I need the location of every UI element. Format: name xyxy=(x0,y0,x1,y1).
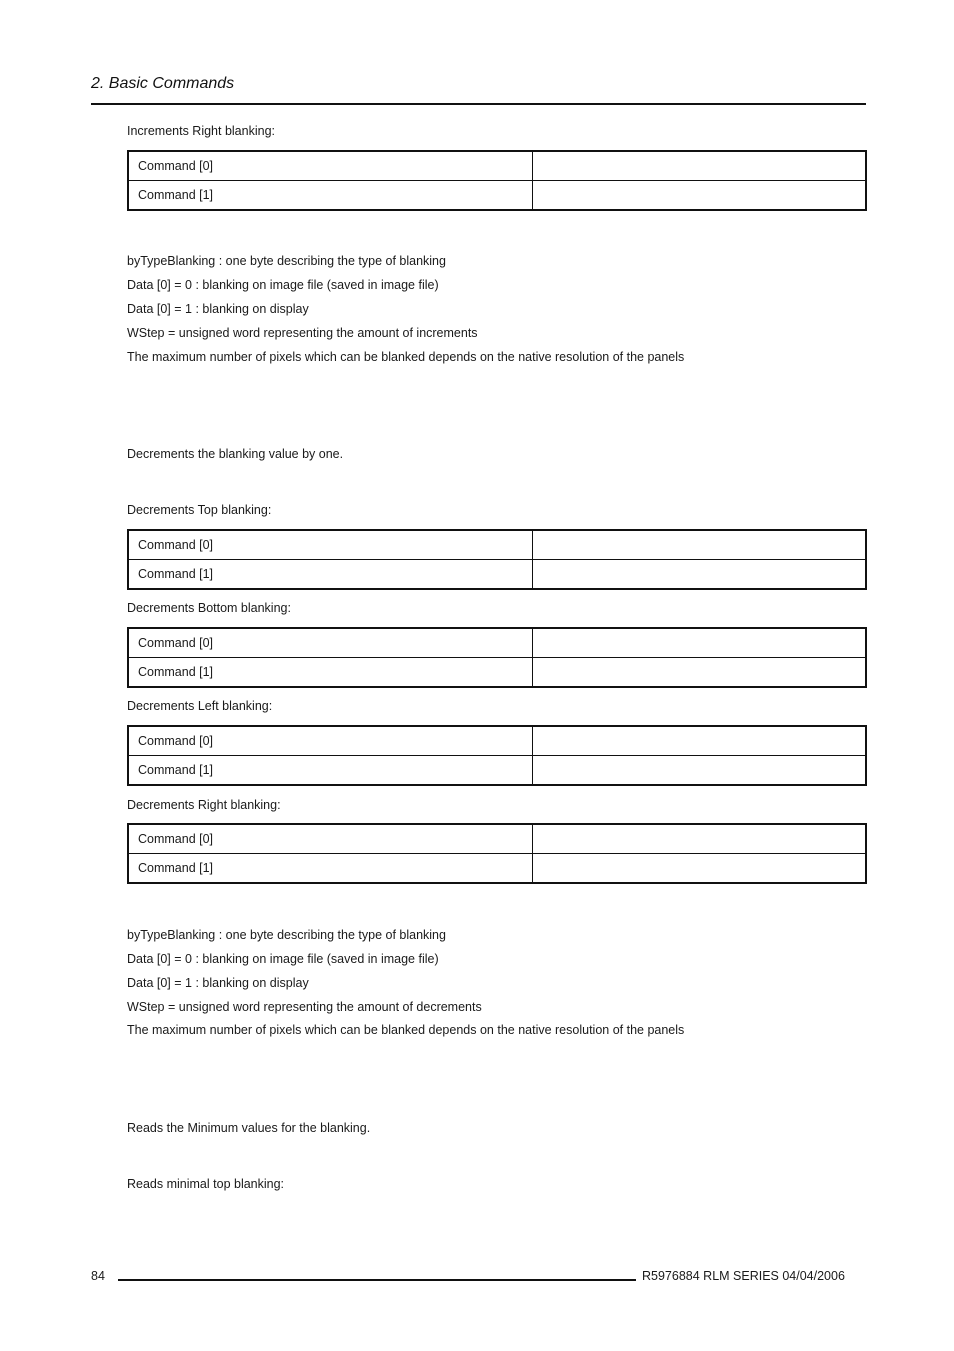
table-cell: Command [1] xyxy=(128,854,533,884)
note-line: byTypeBlanking : one byte describing the type of blanking xyxy=(127,928,446,942)
table-cell-empty xyxy=(533,824,867,854)
page-number: 84 xyxy=(91,1269,105,1283)
table-cell: Command [0] xyxy=(128,530,533,560)
table-row xyxy=(128,151,866,181)
table-cell-empty xyxy=(533,756,867,786)
read-min-intro: Reads the Minimum values for the blanking. xyxy=(127,1121,371,1135)
inc-right-table xyxy=(127,150,867,211)
table-row xyxy=(128,824,866,854)
dec-bottom-label: Decrements Bottom blanking: xyxy=(127,601,291,615)
table-cell: Command [1] xyxy=(128,658,533,688)
inc-right-label: Increments Right blanking: xyxy=(127,124,275,138)
dec-top-label: Decrements Top blanking: xyxy=(127,503,272,517)
section-heading: 2. Basic Commands xyxy=(91,75,235,92)
table-cell: Command [0] xyxy=(128,726,533,756)
note-line: The maximum number of pixels which can be blanked depends on the native resolution of the panels xyxy=(127,350,685,364)
table-cell-empty xyxy=(533,726,867,756)
table-cell: Command [1] xyxy=(128,756,533,786)
table-cell-empty xyxy=(533,560,867,590)
note-line: Data [0] = 0 : blanking on image file (saved in image file) xyxy=(127,278,439,292)
table-row xyxy=(128,726,866,756)
dec-bottom-table xyxy=(127,627,867,688)
note-line: Data [0] = 1 : blanking on display xyxy=(127,976,309,990)
table-cell: Command [1] xyxy=(128,560,533,590)
table-row xyxy=(128,628,866,658)
table-cell: Command [0] xyxy=(128,628,533,658)
dec-left-label: Decrements Left blanking: xyxy=(127,699,273,713)
table-cell-empty xyxy=(533,530,867,560)
dec-left-table xyxy=(127,725,867,786)
table-cell: Command [1] xyxy=(128,181,533,211)
dec-right-table xyxy=(127,823,867,884)
table-cell-empty xyxy=(533,628,867,658)
table-cell-empty xyxy=(533,854,867,884)
dec-right-label: Decrements Right blanking: xyxy=(127,798,281,812)
table-row xyxy=(128,530,866,560)
note-line: The maximum number of pixels which can be blanked depends on the native resolution of the panels xyxy=(127,1023,685,1037)
dec-top-table xyxy=(127,529,867,590)
footer-divider xyxy=(118,1279,636,1281)
table-row xyxy=(128,854,866,884)
note-line: Data [0] = 0 : blanking on image file (saved in image file) xyxy=(127,952,439,966)
table-cell-empty xyxy=(533,151,867,181)
note-line: WStep = unsigned word representing the amount of decrements xyxy=(127,1000,482,1014)
header-divider xyxy=(91,103,866,105)
document-info: R5976884 RLM SERIES 04/04/2006 xyxy=(642,1269,845,1283)
table-row xyxy=(128,756,866,786)
table-cell-empty xyxy=(533,181,867,211)
note-line: Data [0] = 1 : blanking on display xyxy=(127,302,309,316)
table-cell-empty xyxy=(533,658,867,688)
table-row xyxy=(128,181,866,211)
table-cell: Command [0] xyxy=(128,151,533,181)
table-row xyxy=(128,560,866,590)
read-min-top-label: Reads minimal top blanking: xyxy=(127,1177,285,1191)
dec-intro: Decrements the blanking value by one. xyxy=(127,447,344,461)
note-line: byTypeBlanking : one byte describing the type of blanking xyxy=(127,254,446,268)
table-row xyxy=(128,658,866,688)
note-line: WStep = unsigned word representing the amount of increments xyxy=(127,326,478,340)
table-cell: Command [0] xyxy=(128,824,533,854)
